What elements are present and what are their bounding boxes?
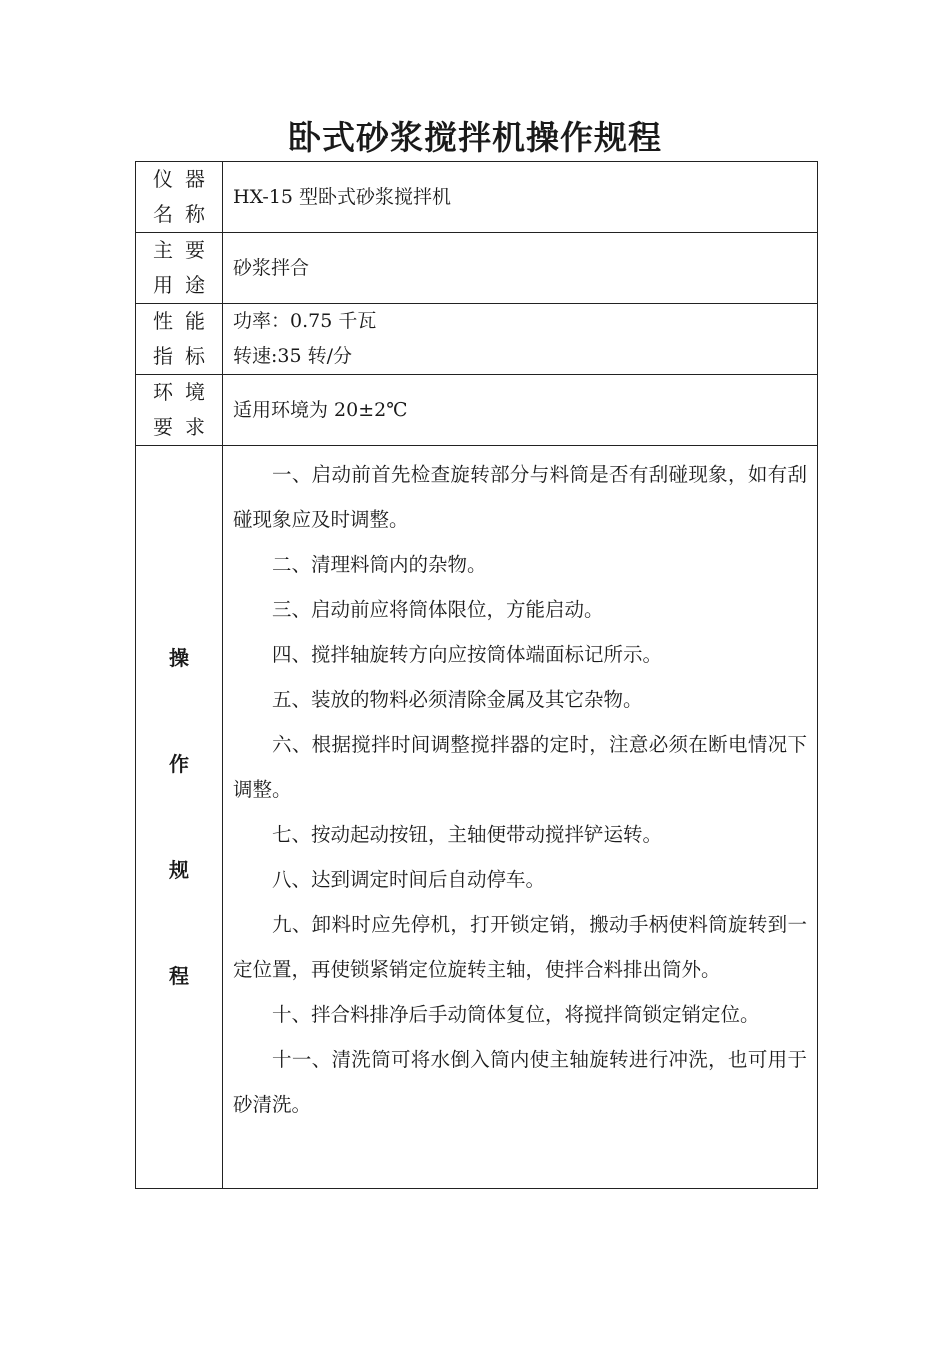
power-value: 功率：0.75 千瓦 [233,310,377,332]
table-row-procedure [136,446,818,1189]
procedure-step-3: 三、启动前应将筒体限位，方能启动。 [272,598,604,621]
label-performance [136,304,223,375]
procedure-step-11: 十一、清洗筒可将水倒入筒内使主轴旋转进行冲洗，也可用于砂清洗。 [233,1048,807,1116]
label-line: 指标 [153,344,217,368]
label-line: 仪器 [153,167,217,191]
procedure-steps [223,446,818,1189]
spec-table [135,161,818,1189]
procedure-step-7: 七、按动起动按钮，主轴便带动搅拌铲运转。 [272,823,663,846]
procedure-label-char: 操 [169,646,189,670]
value-main-use: 砂浆拌合 [223,233,818,304]
procedure-step-4: 四、搅拌轴旋转方向应按筒体端面标记所示。 [272,643,663,666]
procedure-label-char: 作 [169,752,189,776]
procedure-label-char: 程 [169,964,189,988]
table-row-performance [136,304,818,375]
procedure-label-char: 规 [169,858,189,882]
label-main-use [136,233,223,304]
label-line: 要求 [153,415,217,439]
value-performance [223,304,818,375]
speed-value: 转速:35 转/分 [233,345,353,367]
label-procedure [136,446,223,1189]
page-title: 卧式砂浆搅拌机操作规程 [288,118,662,157]
value-instrument-name: HX-15 型卧式砂浆搅拌机 [223,162,818,233]
procedure-step-6: 六、根据搅拌时间调整搅拌器的定时，注意必须在断电情况下调整。 [233,733,807,801]
label-line: 名称 [153,202,217,226]
procedure-step-10: 十、拌合料排净后手动筒体复位，将搅拌筒锁定销定位。 [272,1003,760,1026]
label-line: 主要 [153,238,217,262]
label-line: 环境 [153,380,217,404]
procedure-step-2: 二、清理料筒内的杂物。 [272,553,487,576]
procedure-step-9: 九、卸料时应先停机，打开锁定销，搬动手柄使料筒旋转到一定位置，再使锁紧销定位旋转主轴，使拌合料排出筒外。 [233,913,807,981]
procedure-step-5: 五、装放的物料必须清除金属及其它杂物。 [272,688,643,711]
table-row-main-use [136,233,818,304]
table-row-environment [136,375,818,446]
table-row-instrument-name [136,162,818,233]
label-line: 用途 [153,273,217,297]
label-environment [136,375,223,446]
label-instrument-name [136,162,223,233]
procedure-step-8: 八、达到调定时间后自动停车。 [272,868,546,891]
label-line: 性能 [153,309,217,333]
value-environment: 适用环境为 20±2℃ [223,375,818,446]
procedure-step-1: 一、启动前首先检查旋转部分与料筒是否有刮碰现象，如有刮碰现象应及时调整。 [233,463,807,531]
